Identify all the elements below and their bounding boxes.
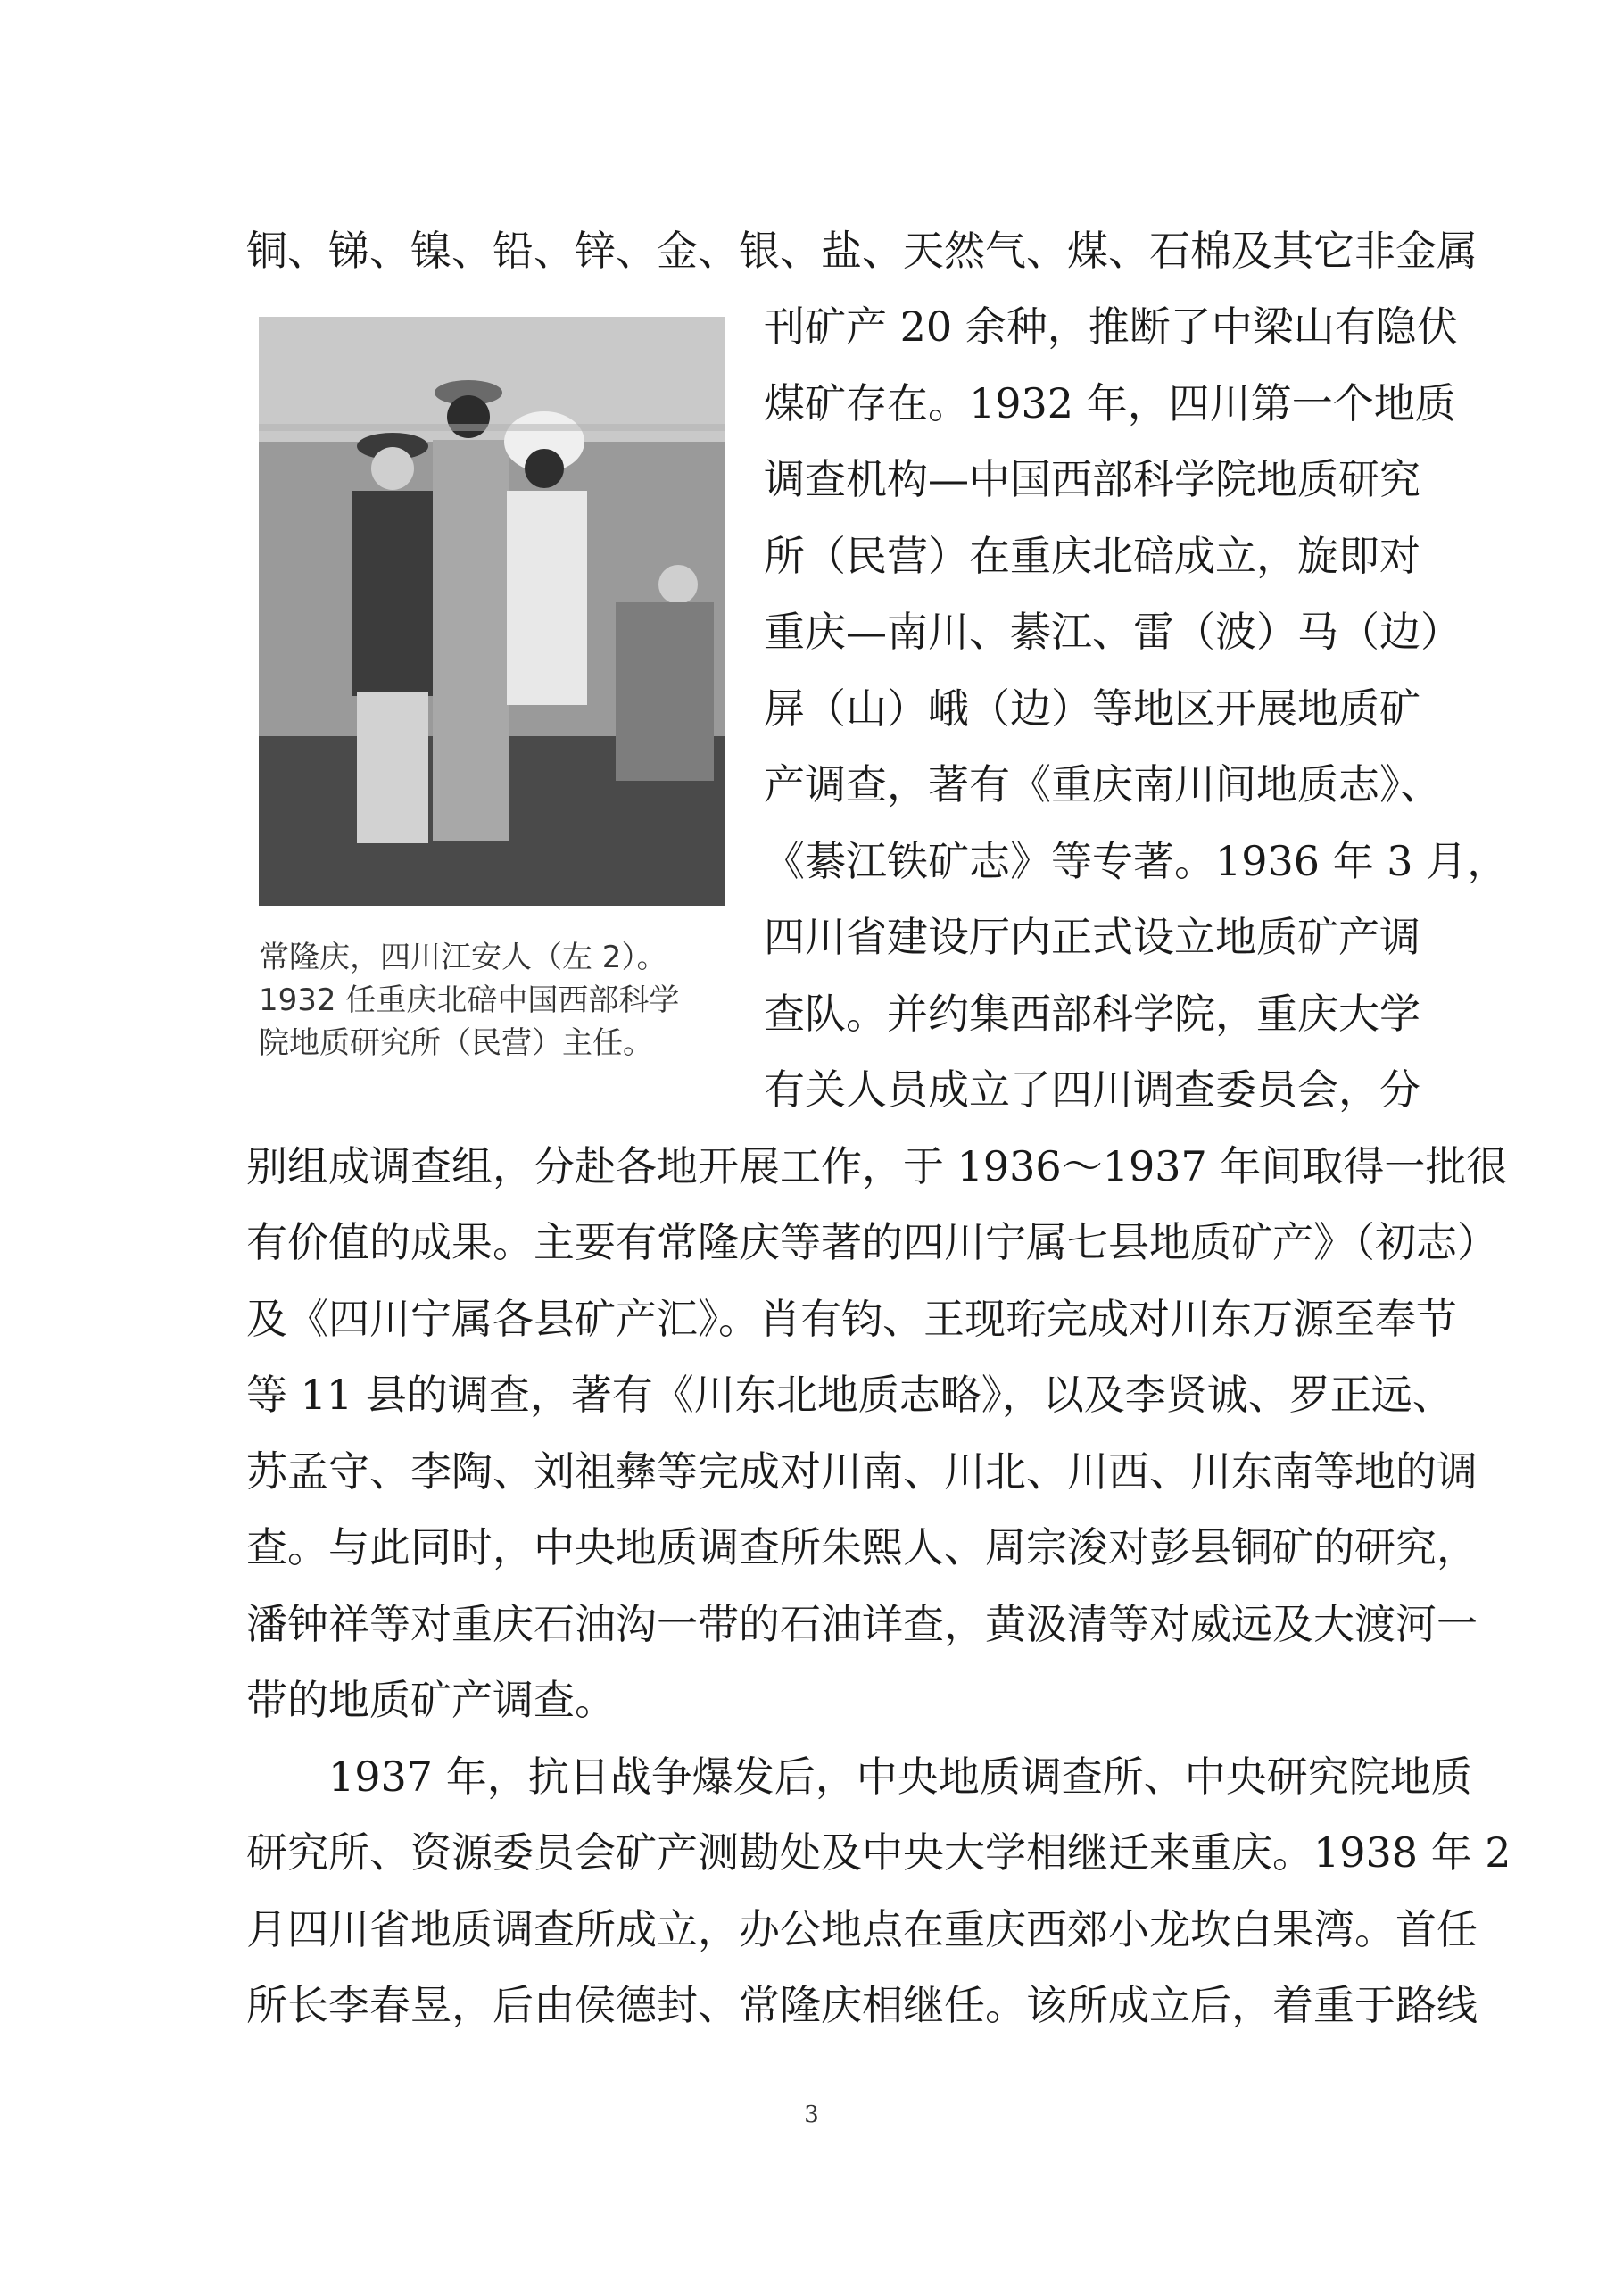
photo-caption-line-1: 常隆庆，四川江安人（左 2）。 xyxy=(259,940,667,975)
photo-caption-line-3: 院地质研究所（民营）主任。 xyxy=(259,1025,653,1061)
body-line-4: 调查机构—中国西部科学院地质研究 xyxy=(764,455,1420,503)
body-line-19: 潘钟祥等对重庆石油沟一带的石油详查，黄汲清等对威远及大渡河一 xyxy=(246,1600,1478,1648)
body-line-23: 月四川省地质调查所成立，办公地点在重庆西郊小龙坎白果湾。首任 xyxy=(246,1905,1478,1953)
body-line-13: 别组成调查组，分赴各地开展工作，于 1936～1937 年间取得一批很 xyxy=(246,1142,1508,1190)
body-line-11: 查队。并约集西部科学院，重庆大学 xyxy=(764,990,1420,1038)
body-line-17: 苏孟守、李陶、刘祖彝等完成对川南、川北、川西、川东南等地的调 xyxy=(246,1447,1478,1496)
body-line-24: 所长李春昱，后由侯德封、常隆庆相继任。该所成立后，着重于路线 xyxy=(246,1981,1478,2029)
body-line-1: 铜、锑、镍、铅、锌、金、银、盐、天然气、煤、石棉及其它非金属 xyxy=(246,227,1478,275)
body-line-7: 屏（山）峨（边）等地区开展地质矿 xyxy=(764,684,1420,733)
body-line-12: 有关人员成立了四川调查委员会，分 xyxy=(764,1065,1420,1114)
body-line-2: 刊矿产 20 余种，推断了中梁山有隐伏 xyxy=(764,303,1458,351)
body-line-10: 四川省建设厅内正式设立地质矿产调 xyxy=(764,913,1420,961)
body-line-22: 研究所、资源委员会矿产测勘处及中央大学相继迁来重庆。1938 年 2 xyxy=(246,1828,1511,1877)
page-number: 3 xyxy=(804,2101,819,2128)
body-line-5: 所（民营）在重庆北碚成立，旋即对 xyxy=(764,532,1420,580)
body-line-6: 重庆—南川、綦江、雷（波）马（边） xyxy=(764,608,1462,656)
body-line-21: 1937 年，抗日战争爆发后，中央地质调查所、中央研究院地质 xyxy=(246,1753,1472,1801)
body-line-20: 带的地质矿产调查。 xyxy=(246,1676,616,1724)
body-line-16: 等 11 县的调查，著有《川东北地质志略》，以及李贤诚、罗正远、 xyxy=(246,1371,1453,1419)
body-line-8: 产调查，著有《重庆南川间地质志》、 xyxy=(764,760,1441,808)
body-line-14: 有价值的成果。主要有常隆庆等著的四川宁属七县地质矿产》（初志） xyxy=(246,1218,1498,1266)
photo-caption-line-2: 1932 任重庆北碚中国西部科学 xyxy=(259,982,680,1018)
body-line-18: 查。与此同时，中央地质调查所朱熙人、周宗浚对彭县铜矿的研究， xyxy=(246,1523,1478,1571)
body-line-9: 《綦江铁矿志》等专著。1936 年 3 月， xyxy=(764,837,1509,885)
body-line-15: 及《四川宁属各县矿产汇》。肖有钧、王现珩完成对川东万源至奉节 xyxy=(246,1295,1457,1343)
body-line-3: 煤矿存在。1932 年，四川第一个地质 xyxy=(764,379,1456,427)
historical-photo xyxy=(259,317,725,906)
